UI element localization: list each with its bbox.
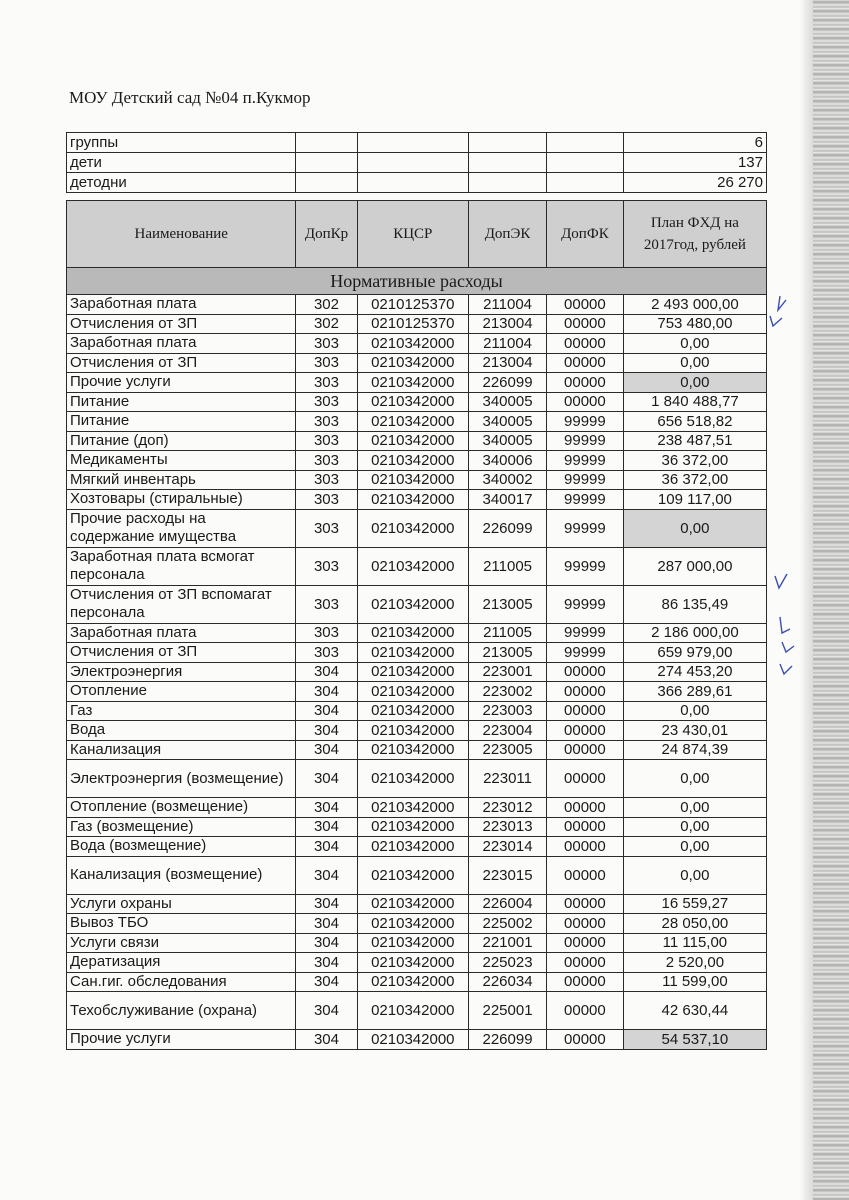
cell-dopkr: 303 (296, 373, 357, 393)
cell-name: Мягкий инвентарь (67, 470, 296, 490)
cell-dopkr: 303 (296, 412, 357, 432)
cell-dopek: 211004 (469, 295, 547, 315)
cell-name: Отчисления от ЗП (67, 314, 296, 334)
summary-label: группы (67, 133, 296, 153)
cell-plan: 0,00 (623, 353, 766, 373)
cell-name: Питание (67, 412, 296, 432)
cell-dopek: 225023 (469, 953, 547, 973)
cell-dopfk: 00000 (546, 721, 623, 741)
cell-dopfk: 99999 (546, 643, 623, 663)
header-plan: План ФХД на 2017год, рублей (623, 201, 766, 268)
cell-kcsr: 0210342000 (357, 662, 469, 682)
cell-plan: 0,00 (623, 334, 766, 354)
cell-name: Отопление (возмещение) (67, 798, 296, 818)
cell-dopkr: 304 (296, 837, 357, 857)
cell-dopkr: 303 (296, 509, 357, 547)
checkmark-icon (780, 664, 792, 674)
cell-dopfk: 00000 (546, 972, 623, 992)
cell-dopkr: 304 (296, 721, 357, 741)
cell-dopkr: 303 (296, 431, 357, 451)
cell-name: Электроэнергия (возмещение) (67, 760, 296, 798)
cell-dopek: 340005 (469, 412, 547, 432)
cell-dopfk: 00000 (546, 933, 623, 953)
header-name: Наименование (67, 201, 296, 268)
cell-kcsr: 0210342000 (357, 470, 469, 490)
cell-dopkr: 304 (296, 1030, 357, 1050)
cell-dopek: 223015 (469, 856, 547, 894)
cell-dopkr: 304 (296, 740, 357, 760)
cell-name: Заработная плата (67, 295, 296, 315)
cell-dopek: 213004 (469, 314, 547, 334)
cell-dopfk: 00000 (546, 798, 623, 818)
cell-kcsr: 0210342000 (357, 837, 469, 857)
cell-name: Прочие расходы на содержание имущества (67, 509, 296, 547)
checkmark-icon (782, 642, 794, 652)
cell-kcsr: 0210342000 (357, 623, 469, 643)
cell-dopkr: 304 (296, 798, 357, 818)
cell-plan: 0,00 (623, 856, 766, 894)
cell-dopfk: 99999 (546, 585, 623, 623)
cell-kcsr: 0210342000 (357, 585, 469, 623)
cell-dopek: 211005 (469, 623, 547, 643)
cell-dopkr: 303 (296, 392, 357, 412)
cell-plan: 0,00 (623, 798, 766, 818)
cell-dopek: 213004 (469, 353, 547, 373)
cell-dopfk: 99999 (546, 490, 623, 510)
cell-dopfk: 99999 (546, 547, 623, 585)
cell-dopfk: 00000 (546, 837, 623, 857)
cell-name: Хозтовары (стиральные) (67, 490, 296, 510)
cell-name: Газ (возмещение) (67, 817, 296, 837)
cell-kcsr: 0210342000 (357, 740, 469, 760)
header-kcsr: КЦСР (357, 201, 469, 268)
cell-name: Вода (67, 721, 296, 741)
document-title: МОУ Детский сад №04 п.Кукмор (69, 88, 311, 107)
cell-dopfk: 00000 (546, 353, 623, 373)
cell-dopek: 340005 (469, 392, 547, 412)
cell-name: Заработная плата (67, 623, 296, 643)
cell-plan: 1 840 488,77 (623, 392, 766, 412)
cell-kcsr: 0210342000 (357, 373, 469, 393)
cell-kcsr: 0210342000 (357, 547, 469, 585)
cell-kcsr: 0210125370 (357, 314, 469, 334)
cell-dopkr: 303 (296, 470, 357, 490)
cell-dopkr: 302 (296, 295, 357, 315)
cell-name: Отопление (67, 682, 296, 702)
cell-dopek: 226034 (469, 972, 547, 992)
cell-dopek: 225001 (469, 992, 547, 1030)
cell-name: Техобслуживание (охрана) (67, 992, 296, 1030)
header-dopkr: ДопКр (296, 201, 357, 268)
cell-dopek: 340002 (469, 470, 547, 490)
cell-kcsr: 0210342000 (357, 856, 469, 894)
cell-dopfk: 00000 (546, 295, 623, 315)
cell-dopkr: 304 (296, 933, 357, 953)
cell-plan: 54 537,10 (623, 1030, 766, 1050)
cell-dopkr: 302 (296, 314, 357, 334)
cell-dopkr: 303 (296, 353, 357, 373)
cell-plan: 287 000,00 (623, 547, 766, 585)
cell-name: Медикаменты (67, 451, 296, 471)
cell-kcsr: 0210342000 (357, 894, 469, 914)
cell-dopfk: 99999 (546, 623, 623, 643)
cell-plan: 42 630,44 (623, 992, 766, 1030)
cell-dopkr: 303 (296, 451, 357, 471)
cell-dopfk: 00000 (546, 1030, 623, 1050)
cell-dopfk: 00000 (546, 662, 623, 682)
cell-dopfk: 00000 (546, 740, 623, 760)
cell-plan: 753 480,00 (623, 314, 766, 334)
cell-kcsr: 0210342000 (357, 431, 469, 451)
cell-dopek: 340006 (469, 451, 547, 471)
cell-dopkr: 304 (296, 701, 357, 721)
cell-plan: 659 979,00 (623, 643, 766, 663)
cell-dopek: 223013 (469, 817, 547, 837)
cell-name: Прочие услуги (67, 373, 296, 393)
cell-plan: 0,00 (623, 837, 766, 857)
cell-dopek: 340005 (469, 431, 547, 451)
cell-dopfk: 00000 (546, 992, 623, 1030)
cell-kcsr: 0210342000 (357, 490, 469, 510)
cell-name: Вывоз ТБО (67, 914, 296, 934)
checkmark-icon (780, 617, 790, 633)
cell-dopfk: 99999 (546, 509, 623, 547)
cell-dopkr: 303 (296, 334, 357, 354)
cell-dopek: 213005 (469, 585, 547, 623)
cell-dopek: 223001 (469, 662, 547, 682)
cell-name: Прочие услуги (67, 1030, 296, 1050)
header-dopek: ДопЭК (469, 201, 547, 268)
cell-plan: 16 559,27 (623, 894, 766, 914)
cell-kcsr: 0210342000 (357, 701, 469, 721)
cell-name: Заработная плата (67, 334, 296, 354)
cell-dopkr: 304 (296, 760, 357, 798)
checkmark-icon (775, 574, 787, 588)
cell-dopkr: 304 (296, 972, 357, 992)
cell-dopfk: 00000 (546, 914, 623, 934)
cell-dopfk: 99999 (546, 451, 623, 471)
cell-plan: 11 599,00 (623, 972, 766, 992)
section-title: Нормативные расходы (67, 268, 767, 295)
cell-kcsr: 0210342000 (357, 509, 469, 547)
cell-dopek: 340017 (469, 490, 547, 510)
cell-kcsr: 0210342000 (357, 682, 469, 702)
cell-dopek: 225002 (469, 914, 547, 934)
checkmark-icon (770, 316, 782, 326)
checkmark-icon (778, 296, 786, 310)
cell-kcsr: 0210342000 (357, 914, 469, 934)
cell-kcsr: 0210342000 (357, 953, 469, 973)
cell-plan: 86 135,49 (623, 585, 766, 623)
cell-dopek: 226099 (469, 1030, 547, 1050)
cell-plan: 238 487,51 (623, 431, 766, 451)
cell-kcsr: 0210342000 (357, 721, 469, 741)
cell-name: Сан.гиг. обследования (67, 972, 296, 992)
cell-plan: 0,00 (623, 509, 766, 547)
cell-dopkr: 303 (296, 490, 357, 510)
cell-dopkr: 303 (296, 623, 357, 643)
cell-dopek: 226099 (469, 509, 547, 547)
cell-kcsr: 0210342000 (357, 972, 469, 992)
cell-dopkr: 304 (296, 992, 357, 1030)
cell-plan: 11 115,00 (623, 933, 766, 953)
cell-plan: 36 372,00 (623, 451, 766, 471)
cell-dopek: 223011 (469, 760, 547, 798)
cell-dopfk: 00000 (546, 701, 623, 721)
cell-plan: 28 050,00 (623, 914, 766, 934)
cell-dopek: 226099 (469, 373, 547, 393)
cell-plan: 0,00 (623, 373, 766, 393)
cell-name: Питание (67, 392, 296, 412)
cell-name: Питание (доп) (67, 431, 296, 451)
cell-dopkr: 304 (296, 856, 357, 894)
cell-name: Отчисления от ЗП (67, 643, 296, 663)
cell-dopfk: 00000 (546, 894, 623, 914)
cell-dopek: 223002 (469, 682, 547, 702)
summary-label: дети (67, 153, 296, 173)
cell-dopkr: 303 (296, 585, 357, 623)
cell-plan: 366 289,61 (623, 682, 766, 702)
cell-dopfk: 00000 (546, 392, 623, 412)
cell-plan: 0,00 (623, 701, 766, 721)
cell-dopkr: 304 (296, 682, 357, 702)
cell-dopek: 213005 (469, 643, 547, 663)
cell-dopek: 221001 (469, 933, 547, 953)
cell-plan: 2 493 000,00 (623, 295, 766, 315)
cell-plan: 24 874,39 (623, 740, 766, 760)
cell-plan: 0,00 (623, 760, 766, 798)
cell-kcsr: 0210342000 (357, 817, 469, 837)
cell-name: Вода (возмещение) (67, 837, 296, 857)
cell-plan: 274 453,20 (623, 662, 766, 682)
summary-value: 137 (623, 153, 766, 173)
cell-dopfk: 00000 (546, 817, 623, 837)
cell-kcsr: 0210342000 (357, 353, 469, 373)
cell-name: Заработная плата всмогат персонала (67, 547, 296, 585)
cell-dopek: 226004 (469, 894, 547, 914)
cell-dopfk: 00000 (546, 760, 623, 798)
cell-dopfk: 00000 (546, 953, 623, 973)
cell-name: Дератизация (67, 953, 296, 973)
cell-kcsr: 0210342000 (357, 933, 469, 953)
cell-dopek: 223004 (469, 721, 547, 741)
cell-dopkr: 303 (296, 643, 357, 663)
cell-plan: 656 518,82 (623, 412, 766, 432)
cell-dopkr: 304 (296, 662, 357, 682)
cell-kcsr: 0210342000 (357, 412, 469, 432)
cell-dopek: 223003 (469, 701, 547, 721)
cell-kcsr: 0210342000 (357, 798, 469, 818)
cell-name: Газ (67, 701, 296, 721)
cell-name: Канализация (возмещение) (67, 856, 296, 894)
cell-name: Отчисления от ЗП (67, 353, 296, 373)
cell-plan: 2 186 000,00 (623, 623, 766, 643)
cell-dopfk: 00000 (546, 856, 623, 894)
cell-dopfk: 00000 (546, 373, 623, 393)
cell-plan: 0,00 (623, 817, 766, 837)
cell-name: Отчисления от ЗП вспомагат персонала (67, 585, 296, 623)
cell-kcsr: 0210125370 (357, 295, 469, 315)
cell-kcsr: 0210342000 (357, 643, 469, 663)
cell-dopek: 211005 (469, 547, 547, 585)
summary-value: 26 270 (623, 173, 766, 193)
cell-plan: 2 520,00 (623, 953, 766, 973)
cell-dopfk: 99999 (546, 470, 623, 490)
cell-dopek: 223005 (469, 740, 547, 760)
cell-dopfk: 99999 (546, 431, 623, 451)
cell-dopkr: 304 (296, 953, 357, 973)
cell-dopkr: 304 (296, 817, 357, 837)
cell-name: Электроэнергия (67, 662, 296, 682)
cell-name: Услуги связи (67, 933, 296, 953)
cell-dopek: 223012 (469, 798, 547, 818)
cell-plan: 109 117,00 (623, 490, 766, 510)
cell-plan: 23 430,01 (623, 721, 766, 741)
summary-value: 6 (623, 133, 766, 153)
summary-label: детодни (67, 173, 296, 193)
cell-dopkr: 304 (296, 894, 357, 914)
cell-dopek: 223014 (469, 837, 547, 857)
cell-dopfk: 00000 (546, 334, 623, 354)
cell-plan: 36 372,00 (623, 470, 766, 490)
cell-kcsr: 0210342000 (357, 1030, 469, 1050)
cell-kcsr: 0210342000 (357, 334, 469, 354)
header-dopfk: ДопФК (546, 201, 623, 268)
cell-dopkr: 304 (296, 914, 357, 934)
cell-kcsr: 0210342000 (357, 392, 469, 412)
cell-kcsr: 0210342000 (357, 992, 469, 1030)
cell-name: Канализация (67, 740, 296, 760)
cell-kcsr: 0210342000 (357, 760, 469, 798)
cell-name: Услуги охраны (67, 894, 296, 914)
cell-dopfk: 99999 (546, 412, 623, 432)
cell-dopfk: 00000 (546, 682, 623, 702)
cell-dopek: 211004 (469, 334, 547, 354)
cell-dopkr: 303 (296, 547, 357, 585)
cell-kcsr: 0210342000 (357, 451, 469, 471)
cell-dopfk: 00000 (546, 314, 623, 334)
